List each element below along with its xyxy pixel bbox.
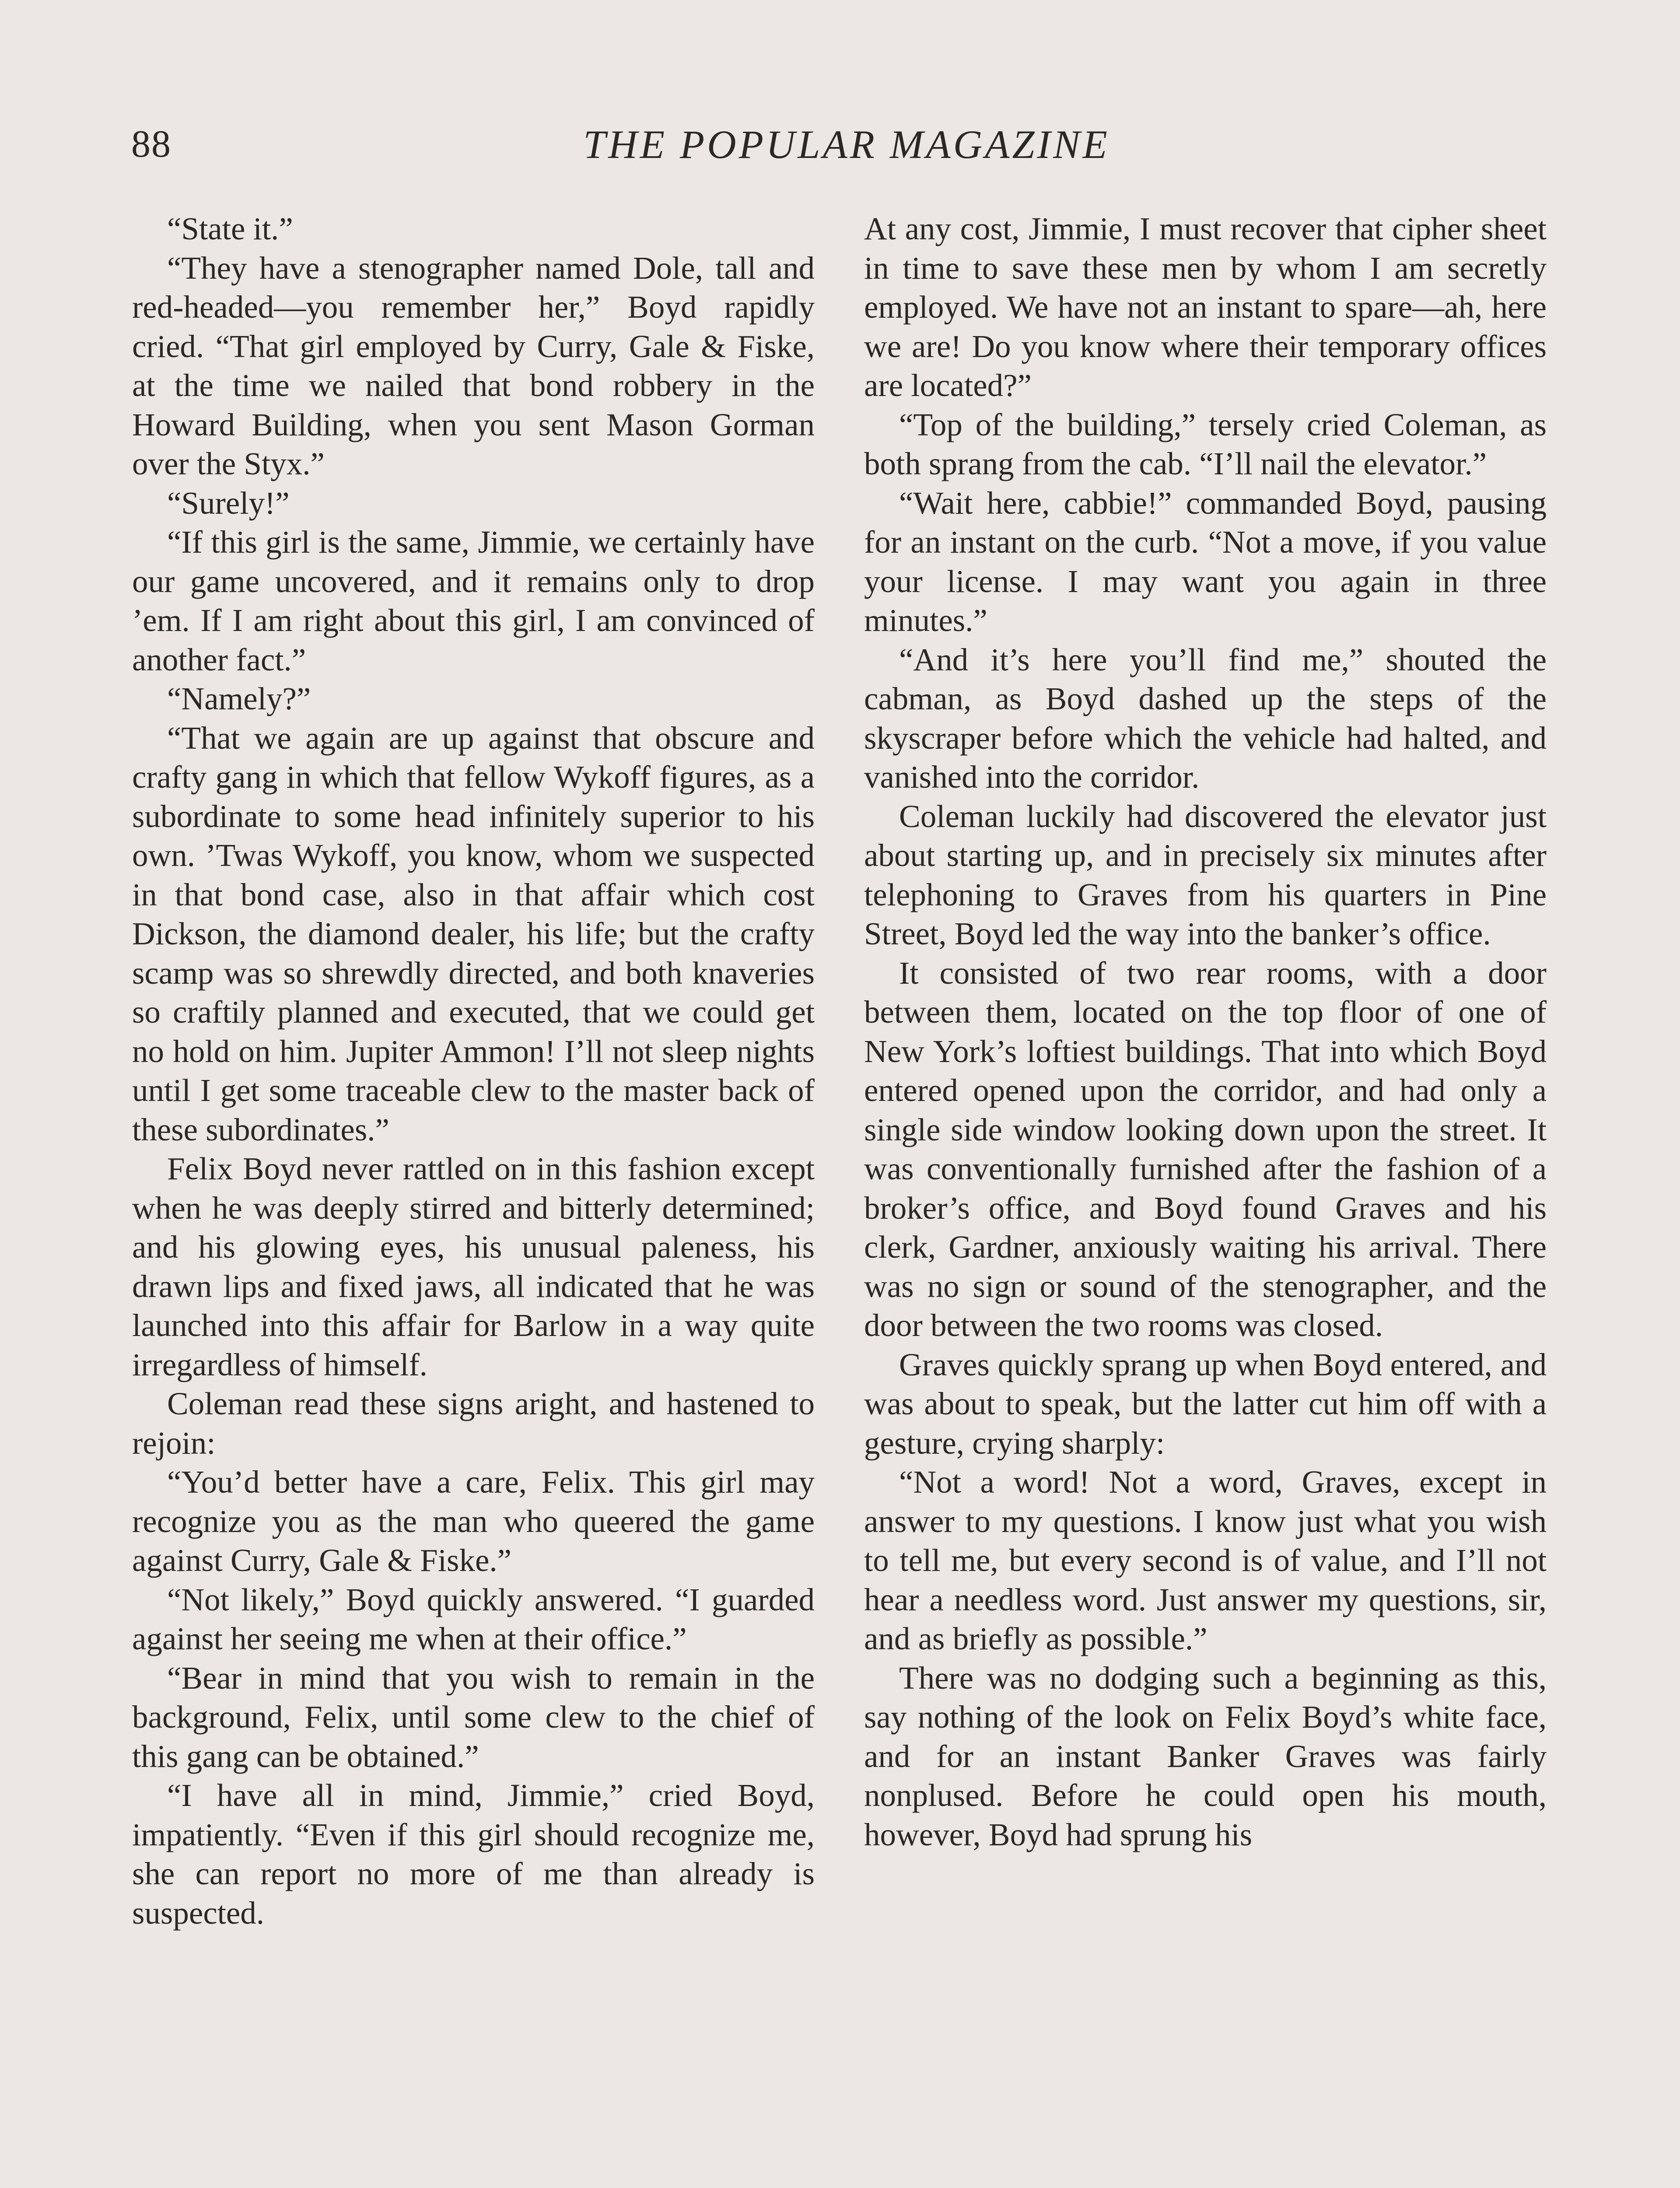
- paragraph: “Wait here, cabbie!” commanded Boyd, pausing for an instant on the curb. “Not a move, if you value your license. I may want you again in three minutes.”: [864, 485, 1547, 638]
- paragraph: “State it.”: [167, 211, 293, 246]
- left-column: [132, 209, 815, 1932]
- paragraph: “I have all in mind, Jimmie,” cried Boyd, impatiently. “Even if this girl should recognize me, she can report no more of me than already is suspected.: [132, 1778, 815, 1931]
- paragraph: “Top of the building,” tersely cried Coleman, as both sprang from the cab. “I’ll nail the elevator.”: [864, 407, 1547, 481]
- paragraph: “Not a word! Not a word, Graves, except in answer to my questions. I know just what you wish to tell me, but every second is of value, and I’ll not hear a needless word. Just answer my questions, sir, and as briefly as possible.”: [864, 1464, 1547, 1656]
- running-title: THE POPULAR MAGAZINE: [583, 122, 1110, 167]
- paragraph: “And it’s here you’ll find me,” shouted the cabman, as Boyd dashed up the steps of the skyscraper before which the vehicle had halted, and vanished into the corridor.: [864, 642, 1547, 795]
- page-header: [131, 118, 1562, 171]
- paragraph: “Not likely,” Boyd quickly answered. “I guarded against her seeing me when at their office.”: [132, 1581, 815, 1656]
- paragraph: “That we again are up against that obscure and crafty gang in which that fellow Wykoff figures, as a subordinate to some head infinitely superior to his own. ’Twas Wykoff, you know, whom we suspected in that bond case, also in that affair which cost Dickson, the diamond dealer, his life; but the crafty scamp was so shrewdly directed, and both knaveries so craftily planned and executed, that we could get no hold on him. Jupiter Ammon! I’ll not sleep nights until I get some traceable clew to the master back of these subordinates.”: [132, 720, 815, 1147]
- paragraph: “You’d better have a care, Felix. This girl may recognize you as the man who queered the game against Curry, Gale & Fiske.”: [132, 1464, 815, 1578]
- paragraph: “Surely!”: [167, 485, 290, 521]
- paragraph: Felix Boyd never rattled on in this fashion except when he was deeply stirred and bitterly determined; and his glowing eyes, his unusual paleness, his drawn lips and fixed jaws, all indicated that he was launched into this affair for Barlow in a way quite irregardless of himself.: [132, 1151, 815, 1382]
- paragraph: “They have a stenographer named Dole, tall and red-headed—you remember her,” Boyd rapidly cried. “That girl employed by Curry, Gale & Fiske, at the time we nailed that bond robbery in the Howard Building, when you sent Mason Gorman over the Styx.”: [132, 250, 815, 481]
- paragraph: Coleman read these signs aright, and hastened to rejoin:: [132, 1386, 815, 1461]
- paragraph: It consisted of two rear rooms, with a door between them, located on the top floor of one of New York’s loftiest buildings. That into which Boyd entered opened upon the corridor, and had only a single side window looking down upon the street. It was conventionally furnished after the fashion of a broker’s office, and Boyd found Graves and his clerk, Gardner, anxiously waiting his arrival. There was no sign or sound of the stenographer, and the door between the two rooms was closed.: [864, 955, 1547, 1343]
- paragraph: “If this girl is the same, Jimmie, we certainly have our game uncovered, and it remains only to drop ’em. If I am right about this girl, I am convinced of another fact.”: [132, 524, 815, 677]
- paragraph: “Bear in mind that you wish to remain in the background, Felix, until some clew to the chief of this gang can be obtained.”: [132, 1660, 815, 1774]
- paragraph: Graves quickly sprang up when Boyd entered, and was about to speak, but the latter cut him off with a gesture, crying sharply:: [864, 1346, 1547, 1461]
- paragraph-continuation: At any cost, Jimmie, I must recover that cipher sheet in time to save these men by whom I am secretly employed. We have not an instant to spare—ah, here we are! Do you know where their temporary offices are located?”: [864, 211, 1547, 403]
- paragraph: There was no dodging such a beginning as this, say nothing of the look on Felix Boyd’s white face, and for an instant Banker Graves was fairly nonplused. Before he could open his mouth, however, Boyd had sprung his: [864, 1660, 1547, 1852]
- right-column: [864, 209, 1547, 1854]
- paragraph: Coleman luckily had discovered the elevator just about starting up, and in precisely six minutes after telephoning to Graves from his quarters in Pine Street, Boyd led the way into the banker’s office.: [864, 798, 1547, 951]
- page-number: 88: [131, 123, 172, 165]
- paragraph: “Namely?”: [167, 681, 311, 716]
